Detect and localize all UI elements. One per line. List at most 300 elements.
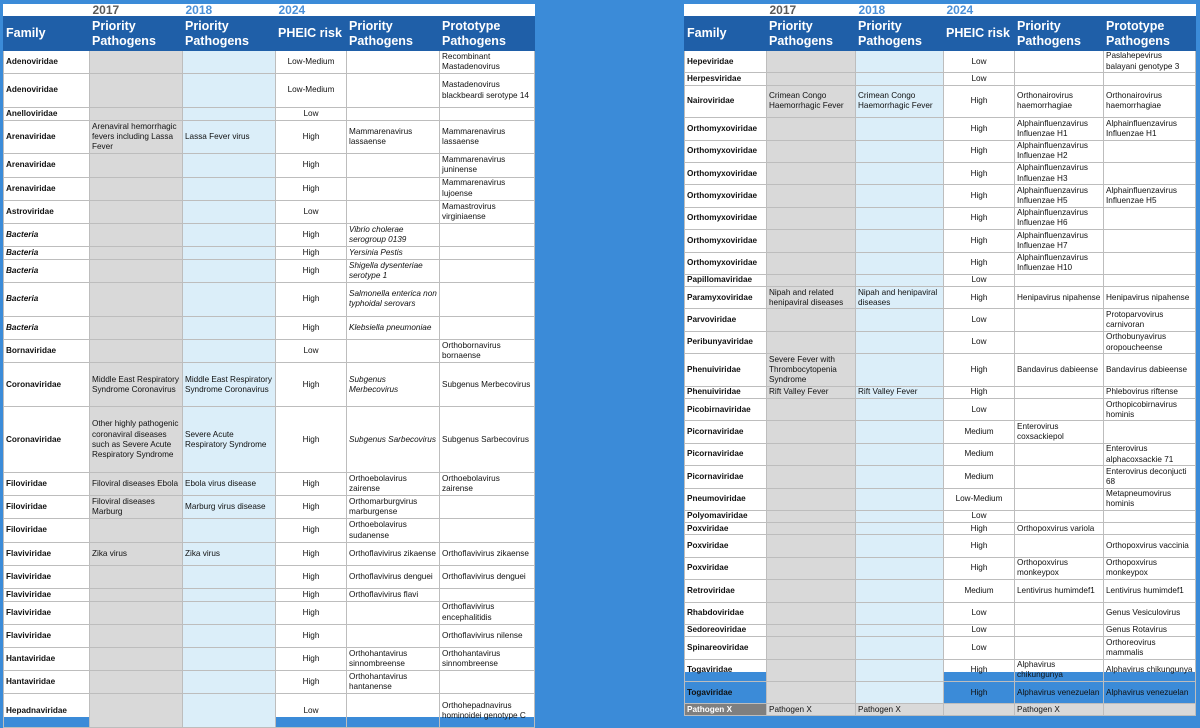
table-row	[4, 496, 535, 519]
table-row	[685, 185, 1196, 207]
family-cell: Coronaviridae	[4, 407, 90, 473]
priority-2017-cell	[90, 671, 183, 694]
prototype-cell: Mastadenovirus blackbeardi serotype 14	[440, 74, 535, 108]
pheic-risk-cell: Medium	[944, 443, 1015, 465]
prototype-cell: Orthohepadnavirus hominoidei genotype C	[440, 694, 535, 728]
priority-2017-cell	[767, 51, 856, 73]
prototype-cell: Orthoflavivirus denguei	[440, 565, 535, 588]
table-row	[685, 681, 1196, 703]
family-cell: Bacteria	[4, 316, 90, 339]
priority-2018-cell: Middle East Respiratory Syndrome Coronavirus	[183, 363, 276, 407]
priority-2017-cell: Rift Valley Fever	[767, 386, 856, 398]
table-row	[685, 511, 1196, 523]
table-row	[685, 557, 1196, 579]
priority-2018-cell	[856, 421, 944, 443]
year-2024-label: 2024	[276, 4, 347, 17]
priority-2017-cell	[767, 252, 856, 274]
priority-2017-cell: Middle East Respiratory Syndrome Coronavirus	[90, 363, 183, 407]
priority-2018-cell	[856, 443, 944, 465]
priority-2018-cell: Rift Valley Fever	[856, 386, 944, 398]
priority-2018-cell: Pathogen X	[856, 704, 944, 716]
pheic-risk-cell: Medium	[944, 466, 1015, 488]
priority-2024-cell	[347, 177, 440, 200]
left-table-panel	[3, 4, 534, 720]
family-cell: Phenuiviridae	[685, 354, 767, 387]
priority-2017-cell	[767, 523, 856, 535]
table-row	[4, 247, 535, 260]
priority-2024-cell: Orthoflavivirus zikaense	[347, 542, 440, 565]
pheic-risk-cell: Low	[944, 309, 1015, 331]
table-row	[685, 386, 1196, 398]
family-cell: Flaviviridae	[4, 565, 90, 588]
family-cell: Sedoreoviridae	[685, 624, 767, 636]
priority-2024-cell: Orthohantavirus sinnombreense	[347, 647, 440, 670]
pheic-risk-cell: Low-Medium	[944, 488, 1015, 510]
priority-2024-cell: Orthopoxvirus monkeypox	[1015, 557, 1104, 579]
priority-2018-cell	[183, 694, 276, 728]
priority-2024-cell: Alphainfluenzavirus Influenzae H5	[1015, 185, 1104, 207]
priority-2017-cell	[90, 624, 183, 647]
prototype-cell	[440, 316, 535, 339]
year-spacer	[1104, 4, 1196, 17]
table-row	[4, 589, 535, 602]
priority-2017-cell	[767, 118, 856, 140]
priority-2024-cell: Mammarenavirus lassaense	[347, 120, 440, 154]
priority-2017-cell	[767, 185, 856, 207]
prototype-cell	[1104, 252, 1196, 274]
table-row	[685, 659, 1196, 681]
family-header: Family	[685, 17, 767, 51]
priority-2017-header: Priority Pathogens	[90, 17, 183, 51]
priority-2017-cell: Arenaviral hemorrhagic fevers including Lassa Fever	[90, 120, 183, 154]
priority-2017-cell	[767, 274, 856, 286]
pheic-risk-cell: Low	[944, 399, 1015, 421]
year-2017-label: 2017	[767, 4, 856, 17]
table-row	[4, 177, 535, 200]
family-cell: Hepeviridae	[685, 51, 767, 73]
priority-2018-cell	[183, 339, 276, 362]
family-cell: Flaviviridae	[4, 624, 90, 647]
priority-2017-cell	[767, 207, 856, 229]
priority-2024-cell: Pathogen X	[1015, 704, 1104, 716]
priority-2024-cell: Yersinia Pestis	[347, 247, 440, 260]
table-row	[685, 287, 1196, 309]
family-cell: Picornaviridae	[685, 443, 767, 465]
priority-2017-cell	[90, 565, 183, 588]
priority-2018-header: Priority Pathogens	[856, 17, 944, 51]
prototype-cell	[440, 519, 535, 542]
priority-2018-cell	[856, 557, 944, 579]
pheic-risk-cell: High	[944, 140, 1015, 162]
priority-2017-cell	[90, 177, 183, 200]
priority-2018-cell	[856, 659, 944, 681]
priority-2018-cell	[856, 207, 944, 229]
table-row	[685, 309, 1196, 331]
priority-2017-cell: Crimean Congo Haemorrhagic Fever	[767, 85, 856, 118]
prototype-cell: Orthoflavivirus nilense	[440, 624, 535, 647]
priority-2024-cell	[1015, 624, 1104, 636]
priority-2017-cell	[90, 51, 183, 74]
family-cell: Bacteria	[4, 247, 90, 260]
priority-2018-cell	[856, 523, 944, 535]
table-row	[4, 542, 535, 565]
prototype-cell: Orthopoxvirus vaccinia	[1104, 535, 1196, 557]
priority-2024-cell	[1015, 443, 1104, 465]
table-row	[685, 466, 1196, 488]
priority-2017-cell	[767, 681, 856, 703]
table-row	[685, 331, 1196, 353]
pheic-risk-cell: High	[276, 565, 347, 588]
priority-2018-cell	[183, 247, 276, 260]
pheic-risk-cell: Medium	[944, 580, 1015, 602]
table-row	[4, 107, 535, 120]
priority-2018-cell	[183, 51, 276, 74]
table-row	[685, 580, 1196, 602]
pheic-risk-cell: High	[944, 523, 1015, 535]
family-cell: Orthomyxoviridae	[685, 252, 767, 274]
family-cell: Retroviridae	[685, 580, 767, 602]
family-cell: Nairoviridae	[685, 85, 767, 118]
priority-2017-cell	[767, 309, 856, 331]
prototype-cell: Alphainfluenzavirus Influenzae H1	[1104, 118, 1196, 140]
priority-2024-cell: Alphainfluenzavirus Influenzae H10	[1015, 252, 1104, 274]
priority-2017-cell	[90, 647, 183, 670]
priority-2018-cell: Crimean Congo Haemorrhagic Fever	[856, 85, 944, 118]
priority-2018-cell: Marburg virus disease	[183, 496, 276, 519]
pheic-risk-cell: High	[276, 542, 347, 565]
prototype-cell: Mammarenavirus juninense	[440, 154, 535, 177]
pheic-risk-cell: High	[276, 154, 347, 177]
pheic-risk-cell: Low	[944, 331, 1015, 353]
table-row	[685, 354, 1196, 387]
priority-2024-cell: Bandavirus dabieense	[1015, 354, 1104, 387]
priority-2018-cell	[856, 230, 944, 252]
prototype-cell	[1104, 140, 1196, 162]
table-row	[685, 274, 1196, 286]
priority-2017-cell	[767, 557, 856, 579]
prototype-cell	[1104, 523, 1196, 535]
priority-2018-cell	[183, 671, 276, 694]
pheic-risk-cell: High	[276, 473, 347, 496]
prototype-cell: Protoparvovirus carnivoran	[1104, 309, 1196, 331]
priority-2018-cell	[183, 519, 276, 542]
prototype-cell	[1104, 421, 1196, 443]
priority-2024-cell: Shigella dysenteriae serotype 1	[347, 259, 440, 282]
prototype-cell: Orthonairovirus haemorrhagiae	[1104, 85, 1196, 118]
priority-2017-cell: Filoviral diseases Marburg	[90, 496, 183, 519]
priority-2024-cell	[1015, 602, 1104, 624]
priority-2018-cell	[856, 602, 944, 624]
family-cell: Filoviridae	[4, 496, 90, 519]
priority-2024-cell	[1015, 399, 1104, 421]
priority-2018-cell	[856, 580, 944, 602]
table-row	[4, 407, 535, 473]
table-row	[4, 694, 535, 728]
pheic-risk-cell: High	[276, 316, 347, 339]
priority-2018-cell	[856, 488, 944, 510]
table-row	[4, 316, 535, 339]
priority-2017-cell	[90, 154, 183, 177]
table-row	[685, 51, 1196, 73]
priority-2018-cell	[856, 637, 944, 659]
family-cell: Rhabdoviridae	[685, 602, 767, 624]
family-cell: Poxviridae	[685, 557, 767, 579]
table-row	[4, 473, 535, 496]
prototype-cell	[1104, 511, 1196, 523]
family-cell: Astroviridae	[4, 200, 90, 223]
pheic-risk-cell: High	[276, 671, 347, 694]
pheic-risk-cell: High	[276, 282, 347, 316]
family-cell: Adenoviridae	[4, 51, 90, 74]
priority-2024-cell: Lentivirus humimdef1	[1015, 580, 1104, 602]
priority-2018-cell	[856, 681, 944, 703]
table-row	[685, 535, 1196, 557]
priority-2024-cell	[347, 694, 440, 728]
priority-2017-cell	[90, 339, 183, 362]
priority-2024-cell: Henipavirus nipahense	[1015, 287, 1104, 309]
pheic-risk-cell: High	[276, 247, 347, 260]
priority-2024-cell: Salmonella enterica non typhoidal serovars	[347, 282, 440, 316]
prototype-cell: Alphavirus venezuelan	[1104, 681, 1196, 703]
pheic-risk-cell: Low	[944, 274, 1015, 286]
priority-2018-cell	[856, 274, 944, 286]
priority-2017-cell: Pathogen X	[767, 704, 856, 716]
prototype-cell: Orthoreovirus mammalis	[1104, 637, 1196, 659]
table-row	[685, 624, 1196, 636]
family-cell: Pneumoviridae	[685, 488, 767, 510]
right-pathogen-table	[684, 4, 1196, 716]
priority-2024-cell	[1015, 386, 1104, 398]
family-cell: Coronaviridae	[4, 363, 90, 407]
priority-2024-cell	[347, 74, 440, 108]
priority-2017-cell	[767, 602, 856, 624]
priority-2018-cell	[856, 624, 944, 636]
prototype-cell: Alphavirus chikungunya	[1104, 659, 1196, 681]
priority-2017-cell	[90, 259, 183, 282]
pheic-risk-cell: Low	[944, 602, 1015, 624]
pheic-risk-cell: Medium	[944, 421, 1015, 443]
priority-2024-cell	[347, 51, 440, 74]
table-row	[4, 282, 535, 316]
priority-2024-header: Priority Pathogens	[347, 17, 440, 51]
family-cell: Herpesviridae	[685, 73, 767, 85]
priority-2017-cell	[90, 316, 183, 339]
prototype-cell: Bandavirus dabieense	[1104, 354, 1196, 387]
pheic-risk-cell: High	[944, 659, 1015, 681]
prototype-cell	[440, 496, 535, 519]
priority-2018-cell	[856, 354, 944, 387]
priority-2024-cell: Alphavirus chikungunya	[1015, 659, 1104, 681]
table-row	[685, 704, 1196, 716]
year-2018-label: 2018	[183, 4, 276, 17]
family-cell: Anelloviridae	[4, 107, 90, 120]
pheic-risk-cell: High	[276, 519, 347, 542]
table-row	[685, 118, 1196, 140]
family-cell: Togaviridae	[685, 659, 767, 681]
family-cell: Bacteria	[4, 259, 90, 282]
right-table-panel	[684, 4, 1195, 714]
family-cell: Hepadnaviridae	[4, 694, 90, 728]
priority-2018-cell	[856, 51, 944, 73]
priority-2024-cell: Orthopoxvirus variola	[1015, 523, 1104, 535]
prototype-cell	[1104, 230, 1196, 252]
prototype-cell: Enterovirus alphacoxsackie 71	[1104, 443, 1196, 465]
priority-2024-header: Priority Pathogens	[1015, 17, 1104, 51]
priority-2018-cell	[183, 601, 276, 624]
priority-2017-cell	[90, 601, 183, 624]
pheic-risk-header: PHEIC risk	[276, 17, 347, 51]
priority-2024-cell: Alphavirus venezuelan	[1015, 681, 1104, 703]
table-row	[685, 85, 1196, 118]
family-cell: Bacteria	[4, 223, 90, 246]
priority-2017-cell	[767, 659, 856, 681]
priority-2024-cell: Enterovirus coxsackiepol	[1015, 421, 1104, 443]
family-header: Family	[4, 17, 90, 51]
pheic-risk-cell: High	[944, 557, 1015, 579]
priority-2017-cell	[90, 107, 183, 120]
priority-2024-cell: Alphainfluenzavirus Influenzae H3	[1015, 162, 1104, 184]
prototype-cell: Paslahepevirus balayani genotype 3	[1104, 51, 1196, 73]
family-cell: Orthomyxoviridae	[685, 162, 767, 184]
priority-2018-cell	[183, 565, 276, 588]
pheic-risk-header: PHEIC risk	[944, 17, 1015, 51]
priority-2017-cell	[90, 282, 183, 316]
table-row	[4, 565, 535, 588]
priority-2024-cell: Alphainfluenzavirus Influenzae H2	[1015, 140, 1104, 162]
table-row	[4, 671, 535, 694]
family-cell: Filoviridae	[4, 473, 90, 496]
priority-2018-cell	[183, 177, 276, 200]
family-cell: Pathogen X	[685, 704, 767, 716]
priority-2018-cell	[183, 223, 276, 246]
priority-2018-header: Priority Pathogens	[183, 17, 276, 51]
prototype-cell: Orthoflavivirus zikaense	[440, 542, 535, 565]
year-spacer	[4, 4, 90, 17]
prototype-cell: Subgenus Merbecovirus	[440, 363, 535, 407]
prototype-cell: Recombinant Mastadenovirus	[440, 51, 535, 74]
pheic-risk-cell: Low-Medium	[276, 51, 347, 74]
pheic-risk-cell: High	[276, 407, 347, 473]
family-cell: Arenaviridae	[4, 177, 90, 200]
table-row	[685, 73, 1196, 85]
family-cell: Hantaviridae	[4, 671, 90, 694]
prototype-cell: Mamastrovirus virginiaense	[440, 200, 535, 223]
prototype-cell: Subgenus Sarbecovirus	[440, 407, 535, 473]
table-row	[4, 339, 535, 362]
pheic-risk-cell: High	[276, 223, 347, 246]
priority-2017-cell	[767, 466, 856, 488]
pheic-risk-cell: High	[944, 287, 1015, 309]
prototype-cell: Henipavirus nipahense	[1104, 287, 1196, 309]
table-row	[4, 120, 535, 154]
priority-2024-cell	[1015, 51, 1104, 73]
prototype-cell	[440, 282, 535, 316]
pheic-risk-cell: Low	[944, 637, 1015, 659]
priority-2017-cell	[767, 535, 856, 557]
priority-2018-cell	[856, 73, 944, 85]
priority-2024-cell	[347, 339, 440, 362]
prototype-cell: Genus Vesiculovirus	[1104, 602, 1196, 624]
family-cell: Flaviviridae	[4, 542, 90, 565]
priority-2017-cell	[90, 74, 183, 108]
table-row	[685, 140, 1196, 162]
pheic-risk-cell: High	[276, 177, 347, 200]
family-cell: Flaviviridae	[4, 601, 90, 624]
table-row	[685, 230, 1196, 252]
priority-2024-cell: Orthomarburgvirus marburgense	[347, 496, 440, 519]
pheic-risk-cell: High	[944, 681, 1015, 703]
priority-2024-cell	[1015, 73, 1104, 85]
prototype-cell	[1104, 274, 1196, 286]
priority-2018-cell	[856, 309, 944, 331]
family-cell: Togaviridae	[685, 681, 767, 703]
priority-2024-cell: Orthoebolavirus zairense	[347, 473, 440, 496]
pheic-risk-cell	[944, 704, 1015, 716]
priority-2017-cell	[767, 443, 856, 465]
priority-2017-cell	[767, 230, 856, 252]
priority-2017-cell	[90, 200, 183, 223]
priority-2024-cell	[347, 107, 440, 120]
priority-2018-cell	[183, 154, 276, 177]
prototype-cell: Mammarenavirus lujoense	[440, 177, 535, 200]
prototype-cell	[440, 589, 535, 602]
family-cell: Orthomyxoviridae	[685, 207, 767, 229]
family-cell: Polyomaviridae	[685, 511, 767, 523]
priority-2018-cell: Lassa Fever virus	[183, 120, 276, 154]
prototype-cell: Orthopoxvirus monkeypox	[1104, 557, 1196, 579]
priority-2024-cell: Vibrio cholerae serogroup 0139	[347, 223, 440, 246]
priority-2024-cell: Alphainfluenzavirus Influenzae H6	[1015, 207, 1104, 229]
pheic-risk-cell: Low	[276, 107, 347, 120]
pheic-risk-cell: High	[944, 85, 1015, 118]
table-row	[4, 51, 535, 74]
table-row	[685, 443, 1196, 465]
priority-2024-cell	[1015, 511, 1104, 523]
priority-2017-cell: Other highly pathogenic coronaviral diseases such as Severe Acute Respiratory Syndrome	[90, 407, 183, 473]
pheic-risk-cell: High	[944, 207, 1015, 229]
priority-2017-cell	[767, 580, 856, 602]
table-row	[685, 399, 1196, 421]
priority-2018-cell	[856, 399, 944, 421]
priority-2024-cell	[1015, 488, 1104, 510]
family-cell: Bacteria	[4, 282, 90, 316]
priority-2017-cell	[767, 511, 856, 523]
pheic-risk-cell: High	[276, 647, 347, 670]
prototype-cell	[440, 671, 535, 694]
family-cell: Orthomyxoviridae	[685, 230, 767, 252]
priority-2018-cell	[856, 185, 944, 207]
priority-2017-cell: Nipah and related henipaviral diseases	[767, 287, 856, 309]
table-row	[4, 647, 535, 670]
pheic-risk-cell: High	[944, 252, 1015, 274]
priority-2018-cell	[183, 200, 276, 223]
priority-2018-cell	[856, 535, 944, 557]
year-spacer	[685, 4, 767, 17]
year-spacer	[1015, 4, 1104, 17]
priority-2017-cell: Filoviral diseases Ebola	[90, 473, 183, 496]
table-row	[4, 74, 535, 108]
year-2017-label: 2017	[90, 4, 183, 17]
prototype-cell	[1104, 207, 1196, 229]
table-row	[4, 519, 535, 542]
pheic-risk-cell: High	[276, 624, 347, 647]
prototype-cell: Lentivirus humimdef1	[1104, 580, 1196, 602]
table-row	[4, 223, 535, 246]
table-row	[685, 523, 1196, 535]
table-row	[685, 207, 1196, 229]
family-cell: Hantaviridae	[4, 647, 90, 670]
priority-2018-cell	[856, 140, 944, 162]
